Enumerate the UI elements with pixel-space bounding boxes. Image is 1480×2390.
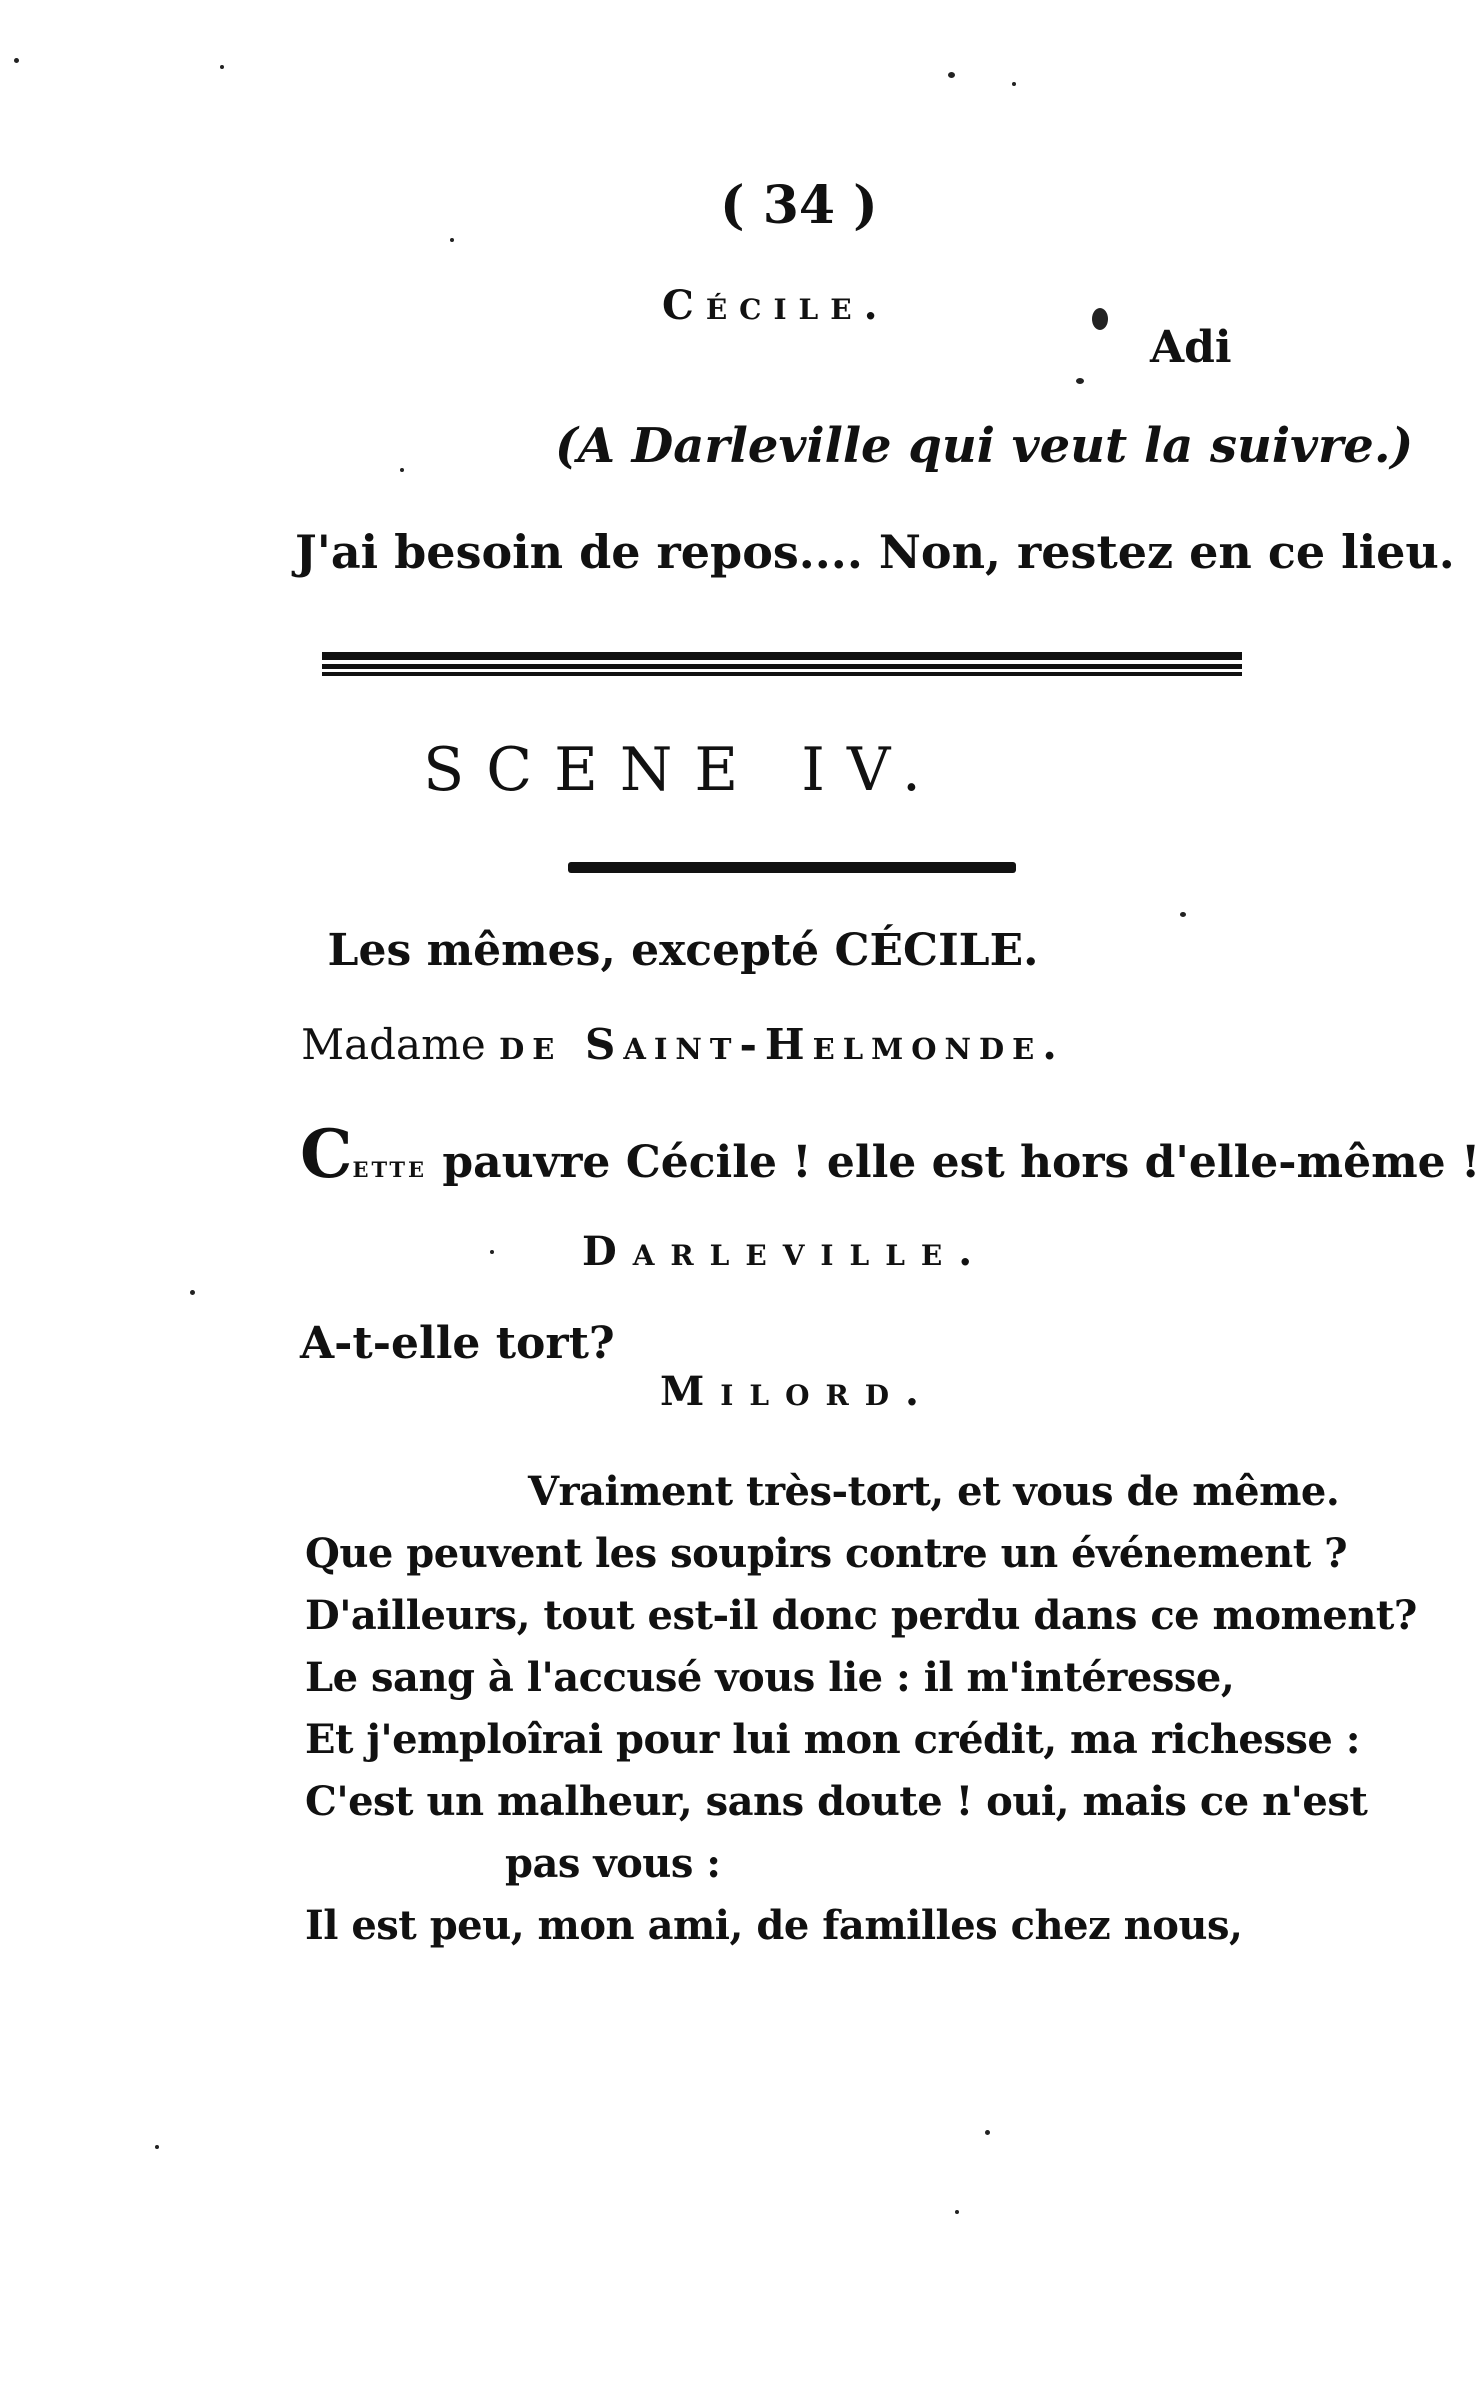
print-speck [1076, 378, 1084, 384]
print-speck [220, 65, 224, 69]
print-speck [450, 238, 454, 242]
verse-line: D'ailleurs, tout est-il donc perdu dans ce moment? [305, 1592, 1417, 1639]
verse-line: Et j'emploîrai pour lui mon crédit, ma richesse : [305, 1716, 1361, 1763]
page-number: ( 34 ) [720, 175, 878, 236]
speaker-darleville: Darleville. [582, 1228, 989, 1275]
verse-line: Le sang à l'accusé vous lie : il m'intéresse, [305, 1654, 1235, 1701]
print-speck [1092, 308, 1108, 330]
speaker-cecile: Cécile. [662, 282, 890, 329]
print-speck [400, 468, 404, 472]
madame-line-text: pauvre Cécile ! elle est hors d'elle-même ! [427, 1137, 1480, 1188]
dialogue-fragment-adi: Adi [1150, 322, 1232, 373]
verse-line: Vraiment très-tort, et vous de même. [528, 1468, 1340, 1515]
speaker-milord: Milord. [660, 1368, 935, 1415]
print-speck [1180, 912, 1186, 917]
cecile-line: J'ai besoin de repos.... Non, restez en ce lieu. [295, 525, 1455, 579]
madame-line-smallcaps: ette [352, 1150, 428, 1185]
drop-capital: C [300, 1115, 353, 1193]
print-speck [490, 1250, 494, 1254]
short-rule-divider [568, 862, 1016, 873]
speaker-madame-name: de Saint-Helmonde. [499, 1020, 1065, 1069]
madame-line [300, 1115, 1480, 1193]
print-speck [190, 1290, 195, 1295]
print-speck [985, 2130, 990, 2135]
print-speck [1012, 82, 1016, 86]
characters-present: Les mêmes, excepté CÉCILE. [327, 925, 1039, 976]
darleville-line: A-t-elle tort? [300, 1318, 615, 1369]
print-speck [948, 72, 955, 78]
double-rule-divider [322, 652, 1242, 676]
verse-line: C'est un malheur, sans doute ! oui, mais ce n'est [305, 1778, 1368, 1825]
speaker-madame-de-saint-helmonde [0, 1020, 1366, 1069]
verse-line: pas vous : [505, 1840, 721, 1887]
verse-line: Il est peu, mon ami, de familles chez nous, [305, 1902, 1243, 1949]
scene-heading: SCENE IV. [423, 735, 943, 805]
speaker-madame-prefix: Madame [301, 1020, 486, 1069]
print-speck [14, 58, 19, 63]
print-speck [955, 2210, 959, 2214]
stage-direction: (A Darleville qui veut la suivre.) [555, 418, 1414, 474]
print-speck [155, 2145, 159, 2149]
verse-line: Que peuvent les soupirs contre un événement ? [305, 1530, 1348, 1577]
